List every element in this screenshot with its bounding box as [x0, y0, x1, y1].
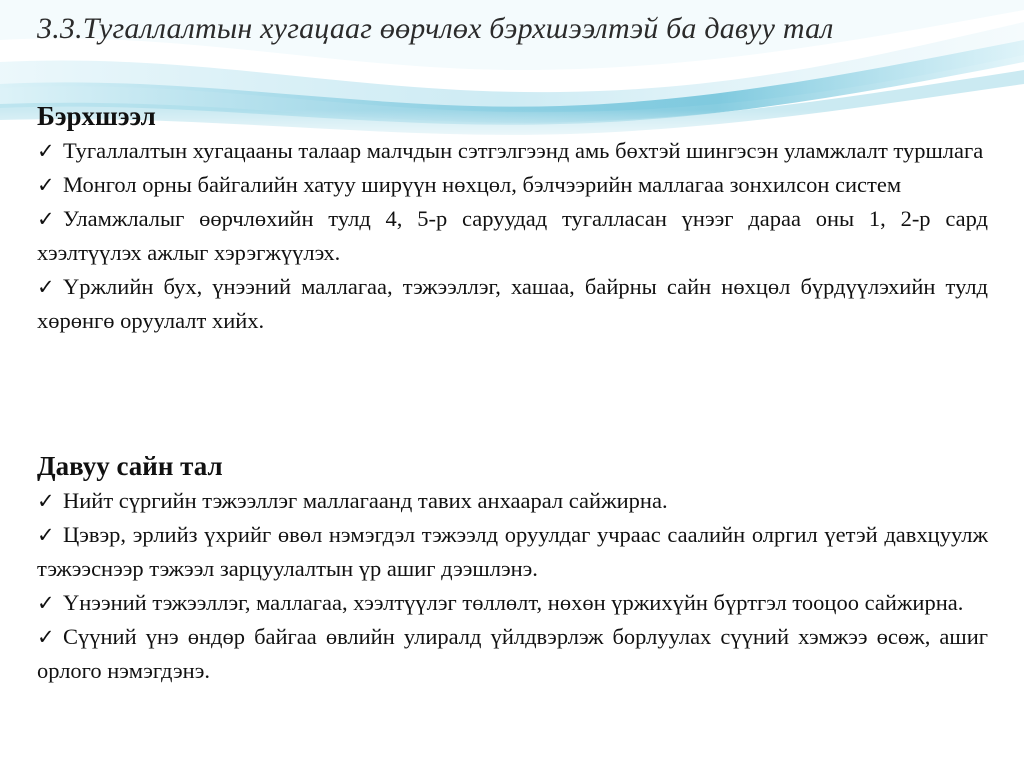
list-item — [37, 168, 988, 202]
section-heading: Давуу сайн тал — [37, 451, 223, 481]
section-advantages — [37, 448, 988, 688]
section-challenges — [37, 98, 988, 338]
checkmark-icon: ✓ — [37, 139, 55, 163]
checkmark-icon: ✓ — [37, 523, 55, 547]
list-item — [37, 484, 988, 518]
challenges-list — [37, 134, 988, 338]
list-item — [37, 134, 988, 168]
list-item — [37, 586, 988, 620]
section-heading: Бэрхшээл — [37, 101, 156, 131]
checkmark-icon: ✓ — [37, 489, 55, 513]
list-item-text: Үржлийн бух, үнээний маллагаа, тэжээллэг, хашаа, байрны сайн нөхцөл бүрдүүлэхийн тулд хөрөнгө оруулалт хийх. — [37, 274, 988, 333]
list-item-text: Уламжлалыг өөрчлөхийн тулд 4, 5-р саруудад тугалласан үнээг дараа оны 1, 2-р сард хээлтүүлэх ажлыг хэрэгжүүлэх. — [37, 206, 988, 265]
checkmark-icon: ✓ — [37, 591, 55, 615]
list-item — [37, 518, 988, 586]
checkmark-icon: ✓ — [37, 207, 55, 231]
slide-title: 3.3.Тугаллалтын хугацааг өөрчлөх бэрхшээлтэй ба давуу тал — [37, 12, 834, 45]
checkmark-icon: ✓ — [37, 625, 55, 649]
list-item-text: Цэвэр, эрлийз үхрийг өвөл нэмэгдэл тэжээлд оруулдаг учраас саалийн олргил үетэй давхцуулж тэжээснээр тэжээл зарцуулалтын үр ашиг дээшлэнэ. — [37, 522, 988, 581]
list-item-text: Тугаллалтын хугацааны талаар малчдын сэтгэлгээнд амь бөхтэй шингэсэн уламжлалт туршлага — [63, 138, 984, 163]
checkmark-icon: ✓ — [37, 173, 55, 197]
checkmark-icon: ✓ — [37, 275, 55, 299]
advantages-list — [37, 484, 988, 688]
list-item-text: Сүүний үнэ өндөр байгаа өвлийн улиралд үйлдвэрлэж борлуулах сүүний хэмжээ өсөж, ашиг орлого нэмэгдэнэ. — [37, 624, 988, 683]
list-item — [37, 202, 988, 270]
list-item-text: Нийт сүргийн тэжээллэг маллагаанд тавих анхаарал сайжирна. — [63, 488, 668, 513]
list-item — [37, 270, 988, 338]
list-item-text: Монгол орны байгалийн хатуу ширүүн нөхцөл, бэлчээрийн маллагаа зонхилсон систем — [63, 172, 902, 197]
list-item — [37, 620, 988, 688]
list-item-text: Үнээний тэжээллэг, маллагаа, хээлтүүлэг төллөлт, нөхөн үржихүйн бүртгэл тооцоо сайжирна. — [63, 590, 964, 615]
